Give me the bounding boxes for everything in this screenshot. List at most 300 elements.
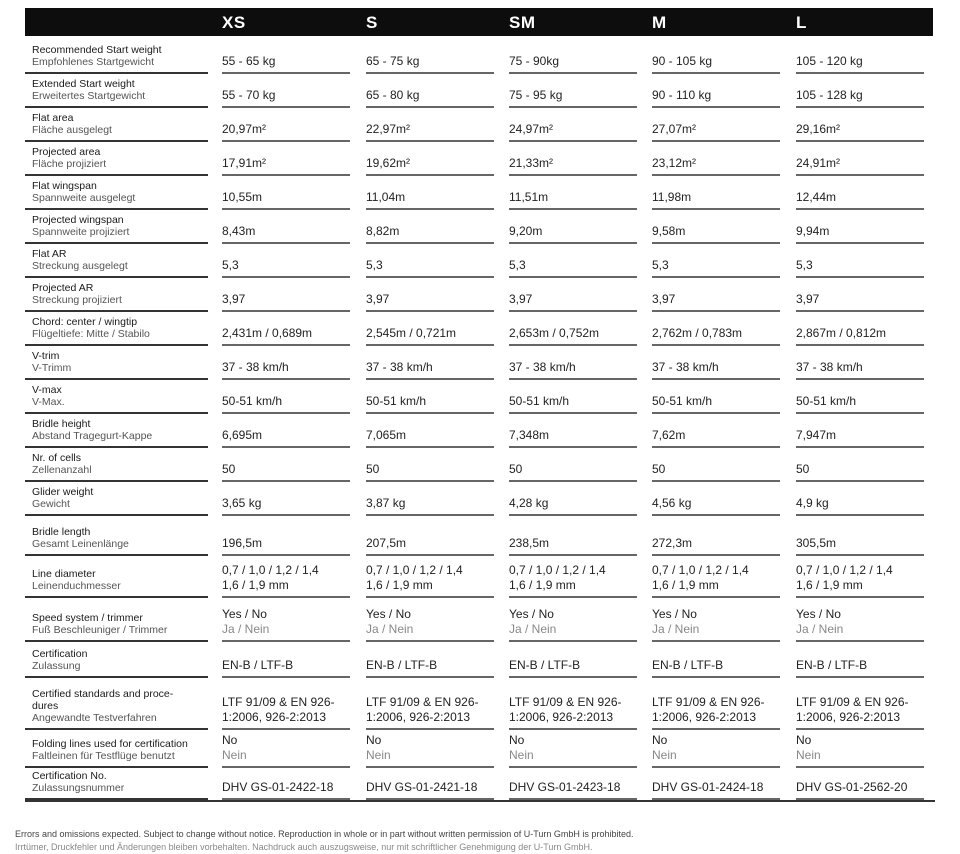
- spec-label-en: Chord: center / wingtip: [32, 316, 138, 328]
- spec-value-m: [652, 428, 780, 443]
- spec-value-s: [366, 462, 494, 477]
- spec-value-l: [796, 536, 924, 551]
- spec-row: [25, 516, 935, 556]
- spec-value-m: [652, 54, 780, 69]
- spec-value-text: Yes / No: [222, 607, 267, 621]
- spec-value-text: 11,04m: [366, 190, 406, 204]
- footer-disclaimer: [15, 828, 633, 854]
- spec-value-m: [652, 292, 780, 307]
- spec-value-text: 0,7 / 1,0 / 1,2 / 1,4 1,6 / 1,9 mm: [652, 563, 749, 592]
- spec-value-text: 9,94m: [796, 224, 830, 238]
- spec-value-text: EN-B / LTF-B: [509, 658, 581, 672]
- spec-row: [25, 142, 935, 176]
- spec-row-label: [32, 418, 222, 442]
- spec-label-en: Certified standards and proce- dures: [32, 688, 174, 712]
- spec-value-m: [652, 156, 780, 171]
- spec-value-text: 50-51 km/h: [366, 394, 427, 408]
- spec-value-xs: [222, 428, 350, 443]
- spec-row: [25, 448, 935, 482]
- spec-value-text: EN-B / LTF-B: [796, 658, 868, 672]
- spec-value-xs: [222, 695, 350, 725]
- spec-value-text: 3,97: [366, 292, 390, 306]
- spec-value-xs: [222, 360, 350, 375]
- spec-value-text: 24,91m²: [796, 156, 841, 170]
- spec-value-subtext: Nein: [796, 748, 821, 762]
- spec-value-xs: [222, 292, 350, 307]
- spec-row: [25, 244, 935, 278]
- spec-value-text: 4,56 kg: [652, 496, 692, 510]
- spec-row-label: [32, 146, 222, 170]
- spec-label-en: V-max: [32, 384, 62, 396]
- spec-row-label: [32, 770, 222, 794]
- spec-row: [25, 730, 935, 768]
- spec-label-en: Flat wingspan: [32, 180, 97, 192]
- spec-value-subtext: Nein: [509, 748, 534, 762]
- spec-label-en: Folding lines used for certification: [32, 738, 188, 750]
- spec-label-de: Faltleinen für Testflüge benutzt: [32, 750, 175, 762]
- spec-label-en: Flat AR: [32, 248, 67, 260]
- spec-value-text: Yes / No: [796, 607, 841, 621]
- spec-value-text: 9,58m: [652, 224, 686, 238]
- spec-value-xs: [222, 326, 350, 341]
- spec-value-sm: [509, 88, 637, 103]
- spec-value-sm: [509, 122, 637, 137]
- spec-row: [25, 768, 935, 800]
- spec-value-xs: [222, 607, 350, 637]
- spec-label-de: Angewandte Testverfahren: [32, 712, 157, 724]
- spec-value-text: 3,87 kg: [366, 496, 406, 510]
- size-header-l: L: [796, 13, 807, 32]
- spec-row-label: [32, 214, 222, 238]
- spec-row: [25, 278, 935, 312]
- spec-value-l: [796, 658, 924, 673]
- spec-value-s: [366, 258, 494, 273]
- spec-value-l: [796, 394, 924, 409]
- spec-value-s: [366, 563, 494, 593]
- spec-value-m: [652, 695, 780, 725]
- spec-value-sm: [509, 190, 637, 205]
- spec-value-s: [366, 326, 494, 341]
- spec-row: [25, 346, 935, 380]
- spec-value-text: 50-51 km/h: [652, 394, 713, 408]
- spec-value-text: 21,33m²: [509, 156, 554, 170]
- spec-row: [25, 482, 935, 516]
- spec-value-text: 29,16m²: [796, 122, 841, 136]
- spec-value-text: No: [366, 733, 382, 747]
- spec-value-sm: [509, 563, 637, 593]
- spec-row-label: [32, 316, 222, 340]
- spec-value-text: 4,9 kg: [796, 496, 829, 510]
- spec-value-text: 305,5m: [796, 536, 837, 550]
- spec-row: [25, 74, 935, 108]
- spec-value-xs: [222, 563, 350, 593]
- spec-value-l: [796, 224, 924, 239]
- spec-label-de: Streckung projiziert: [32, 294, 122, 306]
- spec-value-text: 3,97: [509, 292, 533, 306]
- spec-value-m: [652, 360, 780, 375]
- spec-value-xs: [222, 780, 350, 795]
- spec-value-text: 2,431m / 0,689m: [222, 326, 313, 340]
- spec-value-text: 3,65 kg: [222, 496, 262, 510]
- spec-value-text: 272,3m: [652, 536, 693, 550]
- spec-value-m: [652, 326, 780, 341]
- spec-value-text: 8,43m: [222, 224, 256, 238]
- spec-value-m: [652, 88, 780, 103]
- spec-value-subtext: Ja / Nein: [509, 622, 557, 636]
- spec-value-l: [796, 695, 924, 725]
- spec-label-en: Nr. of cells: [32, 452, 82, 464]
- spec-value-s: [366, 496, 494, 511]
- spec-value-text: 3,97: [796, 292, 820, 306]
- spec-value-text: 7,065m: [366, 428, 407, 442]
- spec-value-text: 2,867m / 0,812m: [796, 326, 887, 340]
- spec-value-text: 27,07m²: [652, 122, 697, 136]
- spec-label-en: Certification: [32, 648, 88, 660]
- spec-value-subtext: Ja / Nein: [796, 622, 844, 636]
- spec-value-l: [796, 780, 924, 795]
- spec-value-text: 5,3: [509, 258, 526, 272]
- spec-row: [25, 108, 935, 142]
- spec-row-label: [32, 648, 222, 672]
- spec-value-s: [366, 780, 494, 795]
- spec-value-text: 50: [222, 462, 236, 476]
- spec-value-sm: [509, 695, 637, 725]
- spec-value-xs: [222, 122, 350, 137]
- spec-value-text: 207,5m: [366, 536, 407, 550]
- spec-value-text: 12,44m: [796, 190, 837, 204]
- spec-value-text: 50: [366, 462, 380, 476]
- spec-value-text: 37 - 38 km/h: [222, 360, 289, 374]
- spec-label-de: Gesamt Leinenlänge: [32, 538, 129, 550]
- spec-value-s: [366, 607, 494, 637]
- spec-value-s: [366, 536, 494, 551]
- spec-value-s: [366, 658, 494, 673]
- spec-value-sm: [509, 292, 637, 307]
- spec-value-text: LTF 91/09 & EN 926- 1:2006, 926-2:2013: [366, 695, 479, 724]
- spec-value-text: 65 - 75 kg: [366, 54, 420, 68]
- spec-value-l: [796, 54, 924, 69]
- spec-row-label: [32, 526, 222, 550]
- spec-row: [25, 598, 935, 642]
- spec-value-text: 7,62m: [652, 428, 686, 442]
- spec-value-text: 4,28 kg: [509, 496, 549, 510]
- spec-value-xs: [222, 496, 350, 511]
- spec-label-de: Spannweite ausgelegt: [32, 192, 136, 204]
- spec-value-xs: [222, 54, 350, 69]
- spec-label-en: Flat area: [32, 112, 74, 124]
- spec-row-label: [32, 568, 222, 592]
- spec-value-sm: [509, 658, 637, 673]
- spec-value-m: [652, 563, 780, 593]
- spec-value-xs: [222, 394, 350, 409]
- spec-value-xs: [222, 536, 350, 551]
- spec-value-l: [796, 496, 924, 511]
- spec-value-text: 105 - 120 kg: [796, 54, 863, 68]
- spec-value-text: 11,51m: [509, 190, 549, 204]
- footer-disclaimer-de: Irrtümer, Druckfehler und Änderungen bleiben vorbehalten. Nachdruck auch auszugsweise, nur mit schriftlicher Genehmigung der U-Turn GmbH.: [15, 842, 593, 852]
- spec-value-text: DHV GS-01-2422-18: [222, 780, 334, 794]
- size-header-m: M: [652, 13, 667, 32]
- spec-value-l: [796, 428, 924, 443]
- spec-row-label: [32, 486, 222, 510]
- spec-label-de: Empfohlenes Startgewicht: [32, 56, 154, 68]
- spec-label-en: Speed system / trimmer: [32, 612, 143, 624]
- spec-value-text: 37 - 38 km/h: [366, 360, 433, 374]
- spec-label-en: Line diameter: [32, 568, 96, 580]
- spec-value-text: 2,762m / 0,783m: [652, 326, 743, 340]
- spec-row-label: [32, 384, 222, 408]
- spec-value-text: 17,91m²: [222, 156, 267, 170]
- spec-row-label: [32, 738, 222, 762]
- spec-value-text: LTF 91/09 & EN 926- 1:2006, 926-2:2013: [222, 695, 335, 724]
- spec-value-sm: [509, 496, 637, 511]
- spec-value-text: EN-B / LTF-B: [366, 658, 438, 672]
- spec-value-text: 5,3: [652, 258, 669, 272]
- spec-value-text: EN-B / LTF-B: [222, 658, 294, 672]
- spec-row: [25, 380, 935, 414]
- spec-value-s: [366, 156, 494, 171]
- spec-value-m: [652, 224, 780, 239]
- spec-value-sm: [509, 156, 637, 171]
- spec-value-l: [796, 360, 924, 375]
- spec-label-de: Streckung ausgelegt: [32, 260, 128, 272]
- spec-value-m: [652, 190, 780, 205]
- spec-label-de: V-Max.: [32, 396, 65, 408]
- spec-value-m: [652, 496, 780, 511]
- spec-value-l: [796, 733, 924, 763]
- spec-value-xs: [222, 658, 350, 673]
- spec-label-de: Fläche ausgelegt: [32, 124, 112, 136]
- spec-value-m: [652, 658, 780, 673]
- spec-value-sm: [509, 462, 637, 477]
- spec-value-text: 50: [652, 462, 666, 476]
- spec-value-text: 238,5m: [509, 536, 550, 550]
- spec-value-text: 0,7 / 1,0 / 1,2 / 1,4 1,6 / 1,9 mm: [222, 563, 319, 592]
- spec-value-subtext: Ja / Nein: [652, 622, 700, 636]
- spec-row-label: [32, 44, 222, 68]
- spec-value-subtext: Ja / Nein: [366, 622, 414, 636]
- spec-value-sm: [509, 54, 637, 69]
- spec-value-text: 3,97: [652, 292, 676, 306]
- size-header-bar: [25, 8, 933, 36]
- spec-value-sm: [509, 428, 637, 443]
- spec-value-l: [796, 156, 924, 171]
- spec-label-de: Fläche projiziert: [32, 158, 107, 170]
- spec-value-text: DHV GS-01-2421-18: [366, 780, 478, 794]
- spec-label-en: Projected AR: [32, 282, 94, 294]
- spec-label-en: Recommended Start weight: [32, 44, 162, 56]
- spec-value-text: 75 - 95 kg: [509, 88, 563, 102]
- spec-value-m: [652, 258, 780, 273]
- spec-label-de: Leinenduchmesser: [32, 580, 121, 592]
- spec-value-s: [366, 360, 494, 375]
- spec-value-s: [366, 695, 494, 725]
- spec-value-text: 50: [796, 462, 810, 476]
- spec-value-sm: [509, 536, 637, 551]
- spec-value-s: [366, 54, 494, 69]
- spec-value-text: EN-B / LTF-B: [652, 658, 724, 672]
- spec-row-label: [32, 180, 222, 204]
- spec-value-sm: [509, 780, 637, 795]
- spec-label-en: Extended Start weight: [32, 78, 135, 90]
- spec-value-text: No: [222, 733, 238, 747]
- spec-value-m: [652, 462, 780, 477]
- spec-value-s: [366, 394, 494, 409]
- spec-value-text: 7,947m: [796, 428, 837, 442]
- spec-row: [25, 312, 935, 346]
- spec-row: [25, 556, 935, 598]
- spec-value-s: [366, 88, 494, 103]
- size-header-xs: XS: [222, 13, 246, 32]
- spec-value-text: 0,7 / 1,0 / 1,2 / 1,4 1,6 / 1,9 mm: [796, 563, 893, 592]
- spec-value-text: DHV GS-01-2424-18: [652, 780, 764, 794]
- spec-label-en: Glider weight: [32, 486, 94, 498]
- spec-row: [25, 642, 935, 678]
- spec-label-en: Bridle height: [32, 418, 91, 430]
- spec-value-s: [366, 190, 494, 205]
- spec-value-text: 0,7 / 1,0 / 1,2 / 1,4 1,6 / 1,9 mm: [509, 563, 606, 592]
- spec-label-de: Erweitertes Startgewicht: [32, 90, 146, 102]
- spec-label-en: Projected wingspan: [32, 214, 124, 226]
- spec-value-l: [796, 258, 924, 273]
- spec-value-xs: [222, 190, 350, 205]
- spec-value-text: 0,7 / 1,0 / 1,2 / 1,4 1,6 / 1,9 mm: [366, 563, 463, 592]
- spec-value-text: 8,82m: [366, 224, 400, 238]
- spec-value-text: Yes / No: [652, 607, 697, 621]
- spec-value-text: LTF 91/09 & EN 926- 1:2006, 926-2:2013: [652, 695, 765, 724]
- spec-value-sm: [509, 224, 637, 239]
- spec-value-text: Yes / No: [509, 607, 554, 621]
- spec-value-text: 50: [509, 462, 523, 476]
- spec-value-s: [366, 733, 494, 763]
- spec-label-de: Abstand Tragegurt-Kappe: [32, 430, 153, 442]
- spec-row-label: [32, 78, 222, 102]
- spec-row: [25, 678, 935, 730]
- spec-value-text: DHV GS-01-2423-18: [509, 780, 621, 794]
- spec-value-text: 55 - 65 kg: [222, 54, 276, 68]
- spec-row-label: [32, 350, 222, 374]
- spec-value-text: 23,12m²: [652, 156, 697, 170]
- spec-value-m: [652, 394, 780, 409]
- spec-value-subtext: Ja / Nein: [222, 622, 270, 636]
- spec-value-sm: [509, 326, 637, 341]
- spec-value-text: No: [509, 733, 525, 747]
- spec-label-de: Gewicht: [32, 498, 70, 510]
- spec-value-text: 2,545m / 0,721m: [366, 326, 457, 340]
- spec-value-subtext: Nein: [222, 748, 247, 762]
- spec-value-text: 105 - 128 kg: [796, 88, 863, 102]
- spec-value-subtext: Nein: [652, 748, 677, 762]
- spec-label-de: Flügeltiefe: Mitte / Stabilo: [32, 328, 150, 340]
- spec-value-s: [366, 292, 494, 307]
- spec-value-m: [652, 122, 780, 137]
- spec-row: [25, 176, 935, 210]
- spec-value-text: 50-51 km/h: [796, 394, 857, 408]
- spec-value-s: [366, 122, 494, 137]
- spec-value-xs: [222, 462, 350, 477]
- spec-row: [25, 40, 935, 74]
- table-bottom-divider: [25, 800, 935, 802]
- spec-value-text: 196,5m: [222, 536, 263, 550]
- spec-value-text: 20,97m²: [222, 122, 267, 136]
- spec-value-text: 7,348m: [509, 428, 550, 442]
- spec-label-de: Fuß Beschleuniger / Trimmer: [32, 624, 168, 636]
- spec-value-text: 5,3: [366, 258, 383, 272]
- spec-value-text: 6,695m: [222, 428, 263, 442]
- spec-row-label: [32, 282, 222, 306]
- spec-label-de: Zulassungsnummer: [32, 782, 125, 794]
- spec-label-de: V-Trimm: [32, 362, 72, 374]
- spec-value-sm: [509, 733, 637, 763]
- spec-value-l: [796, 462, 924, 477]
- spec-value-subtext: Nein: [366, 748, 391, 762]
- spec-value-m: [652, 733, 780, 763]
- spec-value-sm: [509, 607, 637, 637]
- spec-value-text: 37 - 38 km/h: [796, 360, 863, 374]
- spec-label-de: Zellenanzahl: [32, 464, 92, 476]
- spec-value-m: [652, 607, 780, 637]
- spec-value-l: [796, 190, 924, 205]
- spec-label-en: Certification No.: [32, 770, 107, 782]
- spec-value-s: [366, 428, 494, 443]
- spec-value-xs: [222, 258, 350, 273]
- spec-value-text: 10,55m: [222, 190, 263, 204]
- spec-value-text: 50-51 km/h: [222, 394, 283, 408]
- spec-value-l: [796, 122, 924, 137]
- spec-value-text: 37 - 38 km/h: [509, 360, 576, 374]
- spec-value-text: 75 - 90kg: [509, 54, 560, 68]
- spec-value-text: 11,98m: [652, 190, 692, 204]
- spec-value-m: [652, 780, 780, 795]
- spec-label-en: Bridle length: [32, 526, 91, 538]
- spec-value-xs: [222, 88, 350, 103]
- spec-value-text: Yes / No: [366, 607, 411, 621]
- spec-value-text: 65 - 80 kg: [366, 88, 420, 102]
- spec-value-l: [796, 292, 924, 307]
- spec-value-text: 5,3: [222, 258, 239, 272]
- spec-value-text: 3,97: [222, 292, 246, 306]
- spec-value-text: LTF 91/09 & EN 926- 1:2006, 926-2:2013: [509, 695, 622, 724]
- spec-value-text: No: [796, 733, 812, 747]
- spec-value-sm: [509, 258, 637, 273]
- spec-label-en: Projected area: [32, 146, 101, 158]
- spec-value-xs: [222, 733, 350, 763]
- spec-value-xs: [222, 156, 350, 171]
- spec-value-text: 90 - 105 kg: [652, 54, 713, 68]
- spec-value-s: [366, 224, 494, 239]
- spec-value-text: 37 - 38 km/h: [652, 360, 719, 374]
- size-header-sm: SM: [509, 13, 536, 32]
- spec-value-l: [796, 563, 924, 593]
- spec-value-text: 22,97m²: [366, 122, 411, 136]
- spec-value-text: 90 - 110 kg: [652, 88, 712, 102]
- spec-value-text: 19,62m²: [366, 156, 411, 170]
- spec-value-sm: [509, 360, 637, 375]
- spec-value-l: [796, 607, 924, 637]
- spec-value-sm: [509, 394, 637, 409]
- spec-value-l: [796, 88, 924, 103]
- spec-value-text: LTF 91/09 & EN 926- 1:2006, 926-2:2013: [796, 695, 909, 724]
- spec-label-de: Zulassung: [32, 660, 81, 672]
- spec-row-label: [32, 248, 222, 272]
- spec-row-label: [32, 112, 222, 136]
- footer-disclaimer-en: Errors and omissions expected. Subject to change without notice. Reproduction in whole or in part without written permission of U-Turn GmbH is prohibited.: [15, 829, 634, 839]
- spec-value-text: DHV GS-01-2562-20: [796, 780, 908, 794]
- spec-row-label: [32, 452, 222, 476]
- spec-value-text: 5,3: [796, 258, 813, 272]
- spec-value-text: 2,653m / 0,752m: [509, 326, 600, 340]
- spec-value-l: [796, 326, 924, 341]
